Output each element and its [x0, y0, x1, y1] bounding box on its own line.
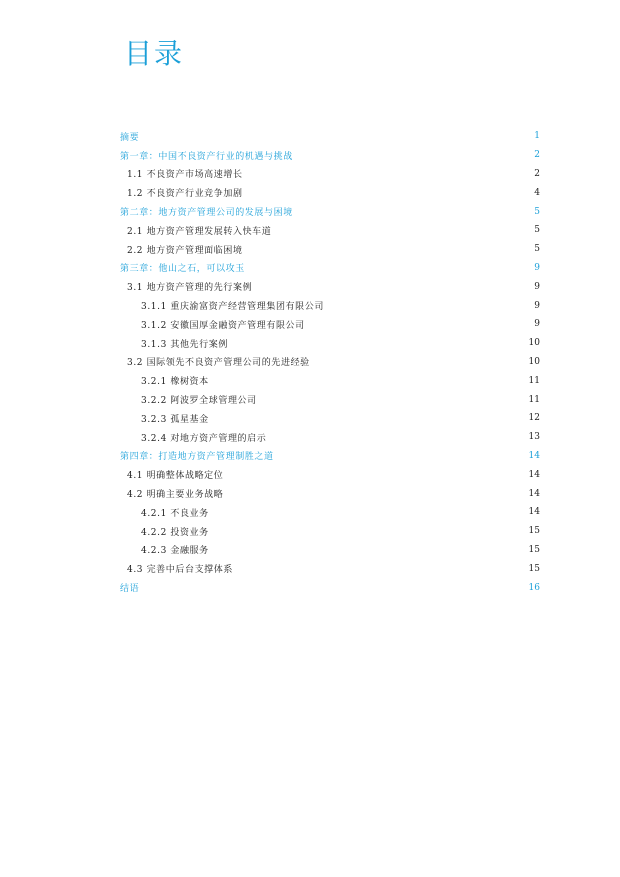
toc-entry-label: 3.1 地方资产管理的先行案例	[127, 283, 253, 294]
toc-page-number: 5	[534, 244, 540, 255]
toc-page-number: 9	[534, 300, 540, 311]
toc-section-entry[interactable]	[120, 559, 540, 578]
toc-page-number: 11	[528, 375, 540, 386]
toc-subsection-entry[interactable]	[120, 541, 540, 560]
toc-entry-label: 第二章：地方资产管理公司的发展与困境	[120, 208, 293, 219]
toc-subsection-entry[interactable]	[120, 522, 540, 541]
toc-page-number: 14	[528, 450, 540, 461]
toc-chapter-entry[interactable]	[120, 146, 540, 165]
toc-entry-label: 3.2.1 橡树资本	[141, 377, 209, 388]
toc-entry-label: 3.2.2 阿波罗全球管理公司	[141, 396, 257, 407]
toc-section-entry[interactable]	[120, 484, 540, 503]
toc-page-number: 9	[534, 262, 540, 273]
toc-entry-label: 4.1 明确整体战略定位	[127, 471, 224, 482]
table-of-contents	[120, 127, 540, 597]
toc-section-entry[interactable]	[120, 221, 540, 240]
toc-page-number: 10	[528, 356, 540, 367]
toc-page-number: 15	[528, 544, 540, 555]
toc-entry-label: 4.2 明确主要业务战略	[127, 490, 224, 501]
toc-chapter-entry[interactable]	[120, 127, 540, 146]
toc-entry-label: 2.1 地方资产管理发展转入快车道	[127, 226, 272, 237]
toc-chapter-entry[interactable]	[120, 447, 540, 466]
toc-page-number: 12	[528, 413, 540, 424]
toc-subsection-entry[interactable]	[120, 409, 540, 428]
toc-entry-label: 第三章：他山之石，可以攻玉	[120, 264, 245, 275]
toc-entry-label: 1.2 不良资产行业竞争加剧	[127, 189, 243, 200]
toc-entry-label: 3.2.4 对地方资产管理的启示	[141, 433, 267, 444]
toc-entry-label: 第四章：打造地方资产管理制胜之道	[120, 452, 274, 463]
toc-section-entry[interactable]	[120, 277, 540, 296]
toc-subsection-entry[interactable]	[120, 428, 540, 447]
toc-entry-label: 第一章：中国不良资产行业的机遇与挑战	[120, 151, 293, 162]
toc-page-number: 10	[528, 338, 540, 349]
toc-entry-label: 3.1.2 安徽国厚金融资产管理有限公司	[141, 320, 305, 331]
toc-page-number: 2	[534, 150, 540, 161]
toc-section-entry[interactable]	[120, 183, 540, 202]
toc-subsection-entry[interactable]	[120, 390, 540, 409]
toc-entry-label: 4.2.1 不良业务	[141, 508, 209, 519]
toc-page-number: 11	[528, 394, 540, 405]
toc-entry-label: 3.1.3 其他先行案例	[141, 339, 228, 350]
toc-chapter-entry[interactable]	[120, 578, 540, 597]
toc-page-number: 9	[534, 319, 540, 330]
toc-page-number: 13	[528, 432, 540, 443]
toc-subsection-entry[interactable]	[120, 371, 540, 390]
toc-page-number: 14	[528, 469, 540, 480]
toc-subsection-entry[interactable]	[120, 315, 540, 334]
toc-entry-label: 2.2 地方资产管理面临困境	[127, 245, 243, 256]
toc-entry-label: 3.2 国际领先不良资产管理公司的先进经验	[127, 358, 310, 369]
toc-entry-label: 摘要	[120, 132, 140, 143]
toc-entry-label: 3.1.1 重庆渝富资产经营管理集团有限公司	[141, 302, 324, 313]
toc-subsection-entry[interactable]	[120, 296, 540, 315]
toc-entry-label: 4.2.2 投资业务	[141, 527, 209, 538]
toc-chapter-entry[interactable]	[120, 202, 540, 221]
toc-chapter-entry[interactable]	[120, 259, 540, 278]
toc-page-number: 14	[528, 507, 540, 518]
toc-page-number: 5	[534, 206, 540, 217]
toc-page-number: 15	[528, 563, 540, 574]
toc-section-entry[interactable]	[120, 465, 540, 484]
toc-entry-label: 3.2.3 孤星基金	[141, 414, 209, 425]
toc-page-number: 5	[534, 225, 540, 236]
toc-section-entry[interactable]	[120, 240, 540, 259]
toc-entry-label: 4.2.3 金融服务	[141, 546, 209, 557]
toc-entry-label: 4.3 完善中后台支撑体系	[127, 565, 233, 576]
toc-page-number: 4	[534, 187, 540, 198]
toc-page-number: 14	[528, 488, 540, 499]
toc-page-number: 16	[528, 582, 540, 593]
toc-section-entry[interactable]	[120, 165, 540, 184]
toc-page-number: 9	[534, 281, 540, 292]
toc-subsection-entry[interactable]	[120, 503, 540, 522]
toc-page-number: 2	[534, 168, 540, 179]
toc-entry-label: 1.1 不良资产市场高速增长	[127, 170, 243, 181]
toc-page-number: 15	[528, 526, 540, 537]
page-title: 目录	[124, 37, 185, 70]
toc-subsection-entry[interactable]	[120, 334, 540, 353]
toc-section-entry[interactable]	[120, 353, 540, 372]
toc-page-number: 1	[534, 131, 540, 142]
toc-entry-label: 结语	[120, 584, 140, 595]
